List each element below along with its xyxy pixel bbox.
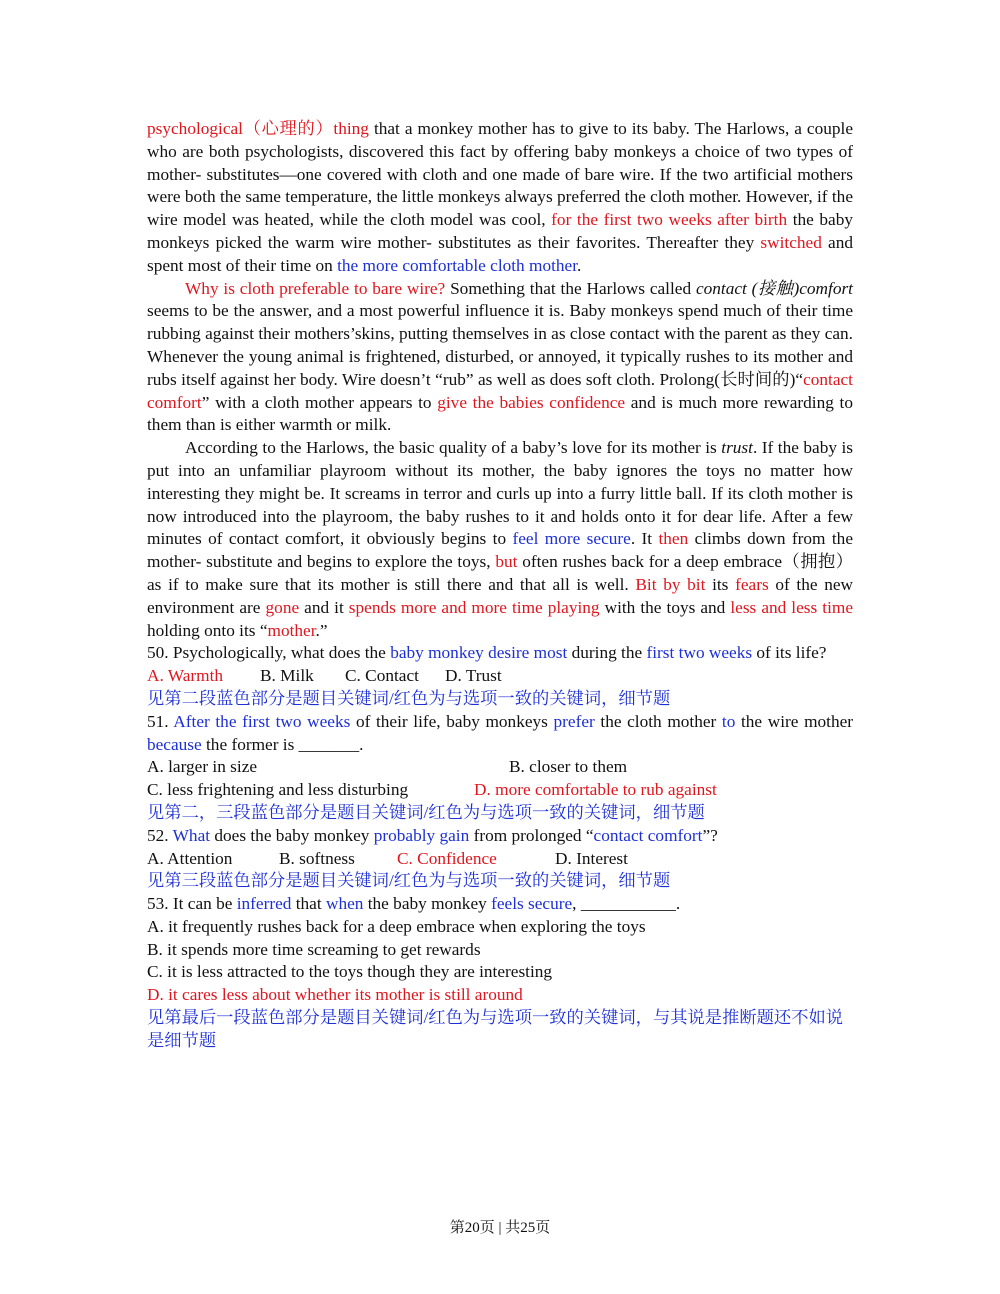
highlight-blue: feels secure xyxy=(491,894,573,914)
text-run: seems to be the answer, and a most powerful influence it is. Baby monkeys spend much of their time rubbing against their mothers’skins, putting themselves in as close contact with the parent as they can. Whenever the young animal is frightened, disturbed, or annoyed, it typically rushes to its mother and rubs itself against her body. Wire doesn’t “rub” as well as does soft cloth. Prolong(长时间的)“ xyxy=(147,301,853,389)
option-d: D. more comfortable to rub against xyxy=(474,780,717,800)
text-run: , ___________. xyxy=(572,894,681,914)
text-run: and spent most of their time on xyxy=(147,232,853,275)
text-run: 51. xyxy=(147,711,174,731)
option-d: D. it cares less about whether its mother is still around xyxy=(147,985,523,1005)
question-50-options xyxy=(147,665,853,688)
option-a: A. it frequently rushes back for a deep embrace when exploring the toys xyxy=(147,916,646,936)
highlight-blue: feel more secure xyxy=(512,529,631,549)
option-b: B. it spends more time screaming to get rewards xyxy=(147,939,481,959)
text-run: the cloth mother xyxy=(594,711,722,731)
highlight-red: Why is cloth preferable to bare wire? xyxy=(185,278,446,298)
text-run: of their life, baby monkeys xyxy=(350,711,554,731)
text-run: and is much more rewarding to them than is either warmth or milk. xyxy=(147,392,854,435)
highlight-red: switched xyxy=(760,232,822,252)
text-run: the wire mother xyxy=(735,711,854,731)
question-50-note: 见第二段蓝色部分是题目关键词/红色为与选项一致的关键词，细节题 xyxy=(147,688,671,708)
text-run: According to the Harlows, the basic quality of a baby’s love for its mother is xyxy=(185,438,722,458)
text-run: 53. It can be xyxy=(147,894,237,914)
highlight-red: contact comfort xyxy=(147,369,853,412)
highlight-blue: first two weeks xyxy=(646,643,753,663)
highlight-blue: contact comfort xyxy=(593,825,703,845)
option-c: C. Contact xyxy=(345,666,419,686)
question-52-note: 见第三段蓝色部分是题目关键词/红色为与选项一致的关键词，细节题 xyxy=(147,871,671,891)
option-b: B. Milk xyxy=(260,666,314,686)
question-51-options-row-2 xyxy=(147,779,853,802)
highlight-red: for the first two weeks after birth xyxy=(551,210,788,230)
text-run: and it xyxy=(299,597,349,617)
option-b: B. softness xyxy=(279,848,355,868)
highlight-red: spends more and more time playing xyxy=(348,597,600,617)
highlight-red: then xyxy=(658,529,689,549)
text-run: . xyxy=(577,255,582,275)
highlight-red: but xyxy=(495,552,518,572)
paragraph-3 xyxy=(147,437,853,642)
highlight-blue: probably gain xyxy=(373,825,470,845)
text-run: does the baby monkey xyxy=(210,825,374,845)
text-run: that xyxy=(291,894,326,914)
highlight-red: give the babies confidence xyxy=(437,392,626,412)
text-run: 50. Psychologically, what does the xyxy=(147,643,391,663)
question-50-stem xyxy=(147,642,853,665)
option-d: D. Interest xyxy=(555,848,628,868)
highlight-blue: to xyxy=(721,711,736,731)
highlight-red: mother xyxy=(267,620,316,640)
highlight-red: fears xyxy=(735,574,769,594)
highlight-blue: because xyxy=(147,734,202,754)
question-52-options xyxy=(147,848,853,871)
text-run: .” xyxy=(315,620,328,640)
text-run: of its life? xyxy=(752,643,827,663)
highlight-blue: What xyxy=(172,825,211,845)
text-run: the baby monkey xyxy=(363,894,492,914)
option-c: C. it is less attracted to the toys though they are interesting xyxy=(147,962,553,982)
text-run: during the xyxy=(567,643,647,663)
text-run: . It xyxy=(630,529,659,549)
text-run: its xyxy=(705,574,736,594)
option-c: C. Confidence xyxy=(397,848,497,868)
option-a: A. Warmth xyxy=(147,666,224,686)
highlight-red: less and less time xyxy=(730,597,853,617)
text-run: that a monkey mother has to give to its baby. The Harlows, a couple who are both psychologists, discovered this fact by offering baby monkeys a choice of two types of mother- substitutes—one covered with cloth and one made of bare wire. If the two artificial mothers were both the same temperature, the little monkeys always preferred the cloth mother. However, if the wire model was heated, while the cloth model was cool, xyxy=(147,119,853,230)
highlight-blue: After the first two weeks xyxy=(173,711,351,731)
paragraph-2 xyxy=(147,278,853,438)
highlight-blue: inferred xyxy=(236,894,292,914)
page-footer: 第20页 | 共25页 xyxy=(449,1220,551,1236)
text-run: 52. xyxy=(147,825,173,845)
text-run: the baby monkeys picked the warm wire mother- substitutes as their favorites. Thereafter they xyxy=(147,210,853,252)
question-51-options-row-1 xyxy=(147,756,853,779)
text-run: climbs down from the mother- substitute and begins to explore the toys, xyxy=(147,529,853,572)
text-run: with the toys and xyxy=(599,597,731,617)
highlight-red: psychological（心理的）thing xyxy=(147,119,369,138)
highlight-blue: prefer xyxy=(553,711,595,731)
text-run: of the new environment are xyxy=(147,574,854,617)
text-run: the former is _______. xyxy=(201,734,364,754)
text-run: from prolonged “ xyxy=(469,825,594,845)
text-run: Something that the Harlows called xyxy=(445,278,696,298)
question-53-stem xyxy=(147,893,853,916)
highlight-blue: the more comfortable cloth mother xyxy=(337,255,578,275)
text-run: ”? xyxy=(702,825,718,845)
option-a: A. Attention xyxy=(147,848,233,868)
page-content xyxy=(147,118,853,1053)
option-d: D. Trust xyxy=(445,666,502,686)
highlight-blue: baby monkey desire most xyxy=(390,643,568,663)
italic-term: contact (接触)comfort xyxy=(695,278,853,298)
highlight-red: gone xyxy=(265,597,300,617)
text-run: holding onto its “ xyxy=(147,620,268,640)
highlight-blue: when xyxy=(325,894,364,914)
paragraph-1 xyxy=(147,118,853,278)
question-51-stem xyxy=(147,711,853,757)
highlight-red: Bit by bit xyxy=(635,574,706,594)
text-run: often rushes back for a deep embrace（拥抱）as if to make sure that its mother is still there and that all is well. xyxy=(147,552,853,594)
text-run: . If the baby is put into an unfamiliar playroom without its mother, the baby ignores the toys no matter how interesting they might be. It screams in terror and curls up into a furry little ball. If its cloth mother is now introduced into the playroom, the baby rushes to it and holds onto it for dear life. After a few minutes of contact comfort, it obviously begins to xyxy=(147,438,853,549)
text-run: ” with a cloth mother appears to xyxy=(201,392,438,412)
question-53-note: 见第最后一段蓝色部分是题目关键词/红色为与选项一致的关键词，与其说是推断题还不如说是细节题 xyxy=(147,1008,844,1050)
option-a: A. larger in size xyxy=(147,757,258,777)
option-b: B. closer to them xyxy=(509,757,628,777)
question-51-note: 见第二，三段蓝色部分是题目关键词/红色为与选项一致的关键词，细节题 xyxy=(147,802,705,822)
option-c: C. less frightening and less disturbing xyxy=(147,780,409,800)
italic-term: trust xyxy=(721,438,753,458)
question-52-stem xyxy=(147,825,853,848)
